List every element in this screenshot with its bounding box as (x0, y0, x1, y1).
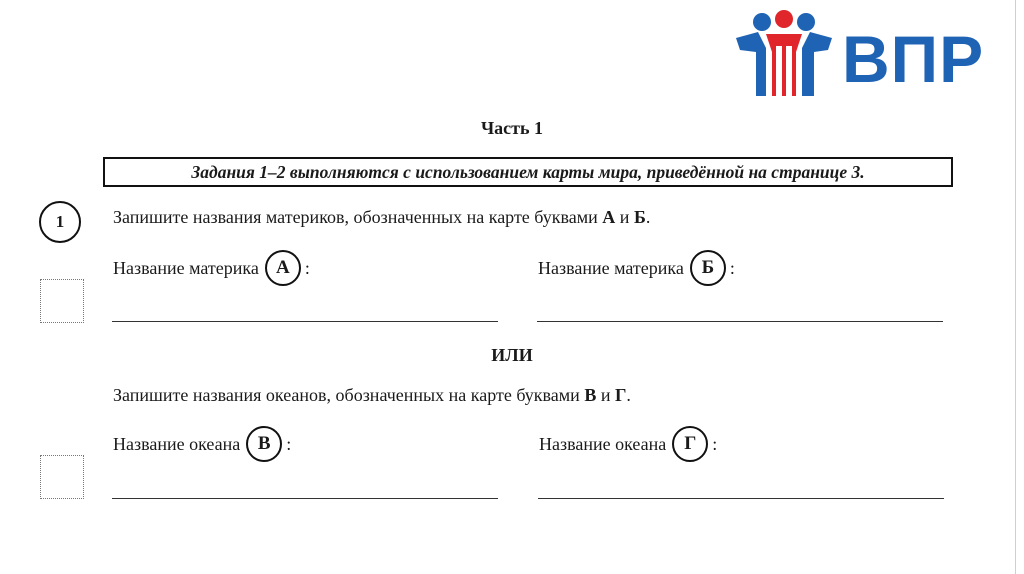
logo-text: ВПР (842, 22, 985, 96)
field-ocean-v (113, 426, 291, 462)
prompt-letter-a: А (602, 207, 616, 227)
vpr-logo (732, 8, 1002, 100)
prompt-conj: и (596, 385, 615, 405)
field-colon: : (286, 433, 292, 454)
answer-line-ocean-v[interactable] (112, 498, 498, 499)
prompt-letter-g: Г (614, 385, 627, 405)
answer-line-continent-b[interactable] (537, 321, 943, 322)
field-continent-b (538, 250, 735, 286)
letter-badge-b: Б (690, 250, 726, 286)
task-number-badge: 1 (39, 201, 81, 243)
page-edge-divider (1015, 0, 1016, 574)
people-emblem-icon (732, 8, 842, 100)
instruction-box (103, 157, 953, 187)
or-label: ИЛИ (491, 345, 533, 365)
prompt-text: Запишите названия океанов, обозначенных на карте буквами (113, 385, 585, 405)
letter-badge-g: Г (672, 426, 708, 462)
field-ocean-g (539, 426, 717, 462)
field-label: Название океана (539, 433, 667, 454)
prompt-text: Запишите названия материков, обозначенных на карте буквами (113, 207, 603, 227)
score-box-1[interactable] (40, 279, 84, 323)
answer-line-continent-a[interactable] (112, 321, 498, 322)
field-colon: : (712, 433, 718, 454)
field-continent-a (113, 250, 310, 286)
prompt-letter-b: Б (633, 207, 646, 227)
prompt-conj: и (615, 207, 634, 227)
task-prompt-oceans (113, 384, 631, 406)
letter-badge-v: В (246, 426, 282, 462)
field-label: Название океана (113, 433, 241, 454)
field-colon: : (729, 257, 735, 278)
field-label: Название материка (538, 257, 684, 278)
instruction-text: Задания 1–2 выполняются с использованием карты мира, приведённой на странице 3. (191, 162, 865, 182)
prompt-end: . (626, 385, 631, 405)
prompt-end: . (645, 207, 651, 227)
field-colon: : (304, 257, 310, 278)
prompt-letter-v: В (584, 385, 597, 405)
field-label: Название материка (113, 257, 259, 278)
answer-line-ocean-g[interactable] (538, 498, 944, 499)
score-box-2[interactable] (40, 455, 84, 499)
letter-badge-a: А (265, 250, 301, 286)
part-title: Часть 1 (480, 118, 544, 138)
task-prompt-continents (113, 206, 650, 228)
